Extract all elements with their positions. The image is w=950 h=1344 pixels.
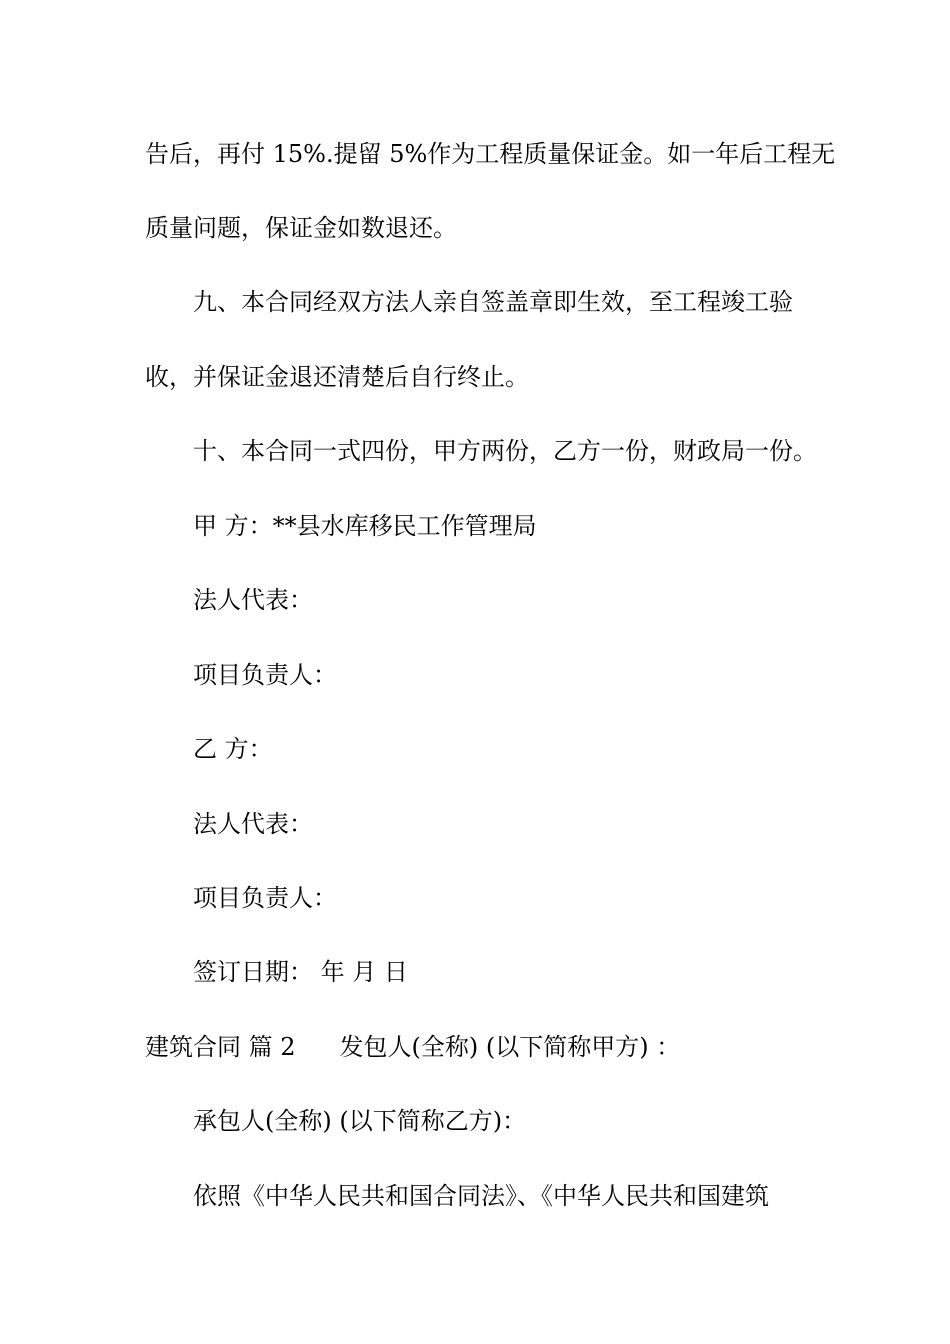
project-leader-b: 项目负责人： [193,884,337,912]
paragraph-line: 依照《中华人民共和国合同法》、《中华人民共和国建筑 [193,1182,769,1210]
contractor-line: 承包人(全称) (以下简称乙方)： [193,1107,527,1135]
project-leader-a: 项目负责人： [193,661,337,689]
paragraph-line: 告后，再付 15%.提留 5%作为工程质量保证金。如一年后工程无 [145,140,836,168]
legal-representative-a: 法人代表： [193,586,313,614]
clause-nine-line: 九、本合同经双方法人亲自签盖章即生效，至工程竣工验 [193,288,793,316]
paragraph-line: 质量问题，保证金如数退还。 [145,214,457,242]
employer-line: 发包人(全称) (以下简称甲方) ： [339,1033,681,1061]
signing-date-line: 签订日期： 年 月 日 [193,958,408,986]
paragraph-line: 收，并保证金退还清楚后自行终止。 [145,363,529,391]
legal-representative-b: 法人代表： [193,810,313,838]
section-heading: 建筑合同 篇 2 [145,1033,296,1061]
party-b-line: 乙 方： [193,735,273,763]
party-a-line: 甲 方：**县水库移民工作管理局 [193,512,537,540]
section-heading-line [145,1032,815,1062]
clause-ten-line: 十、本合同一式四份，甲方两份，乙方一份，财政局一份。 [193,437,817,465]
